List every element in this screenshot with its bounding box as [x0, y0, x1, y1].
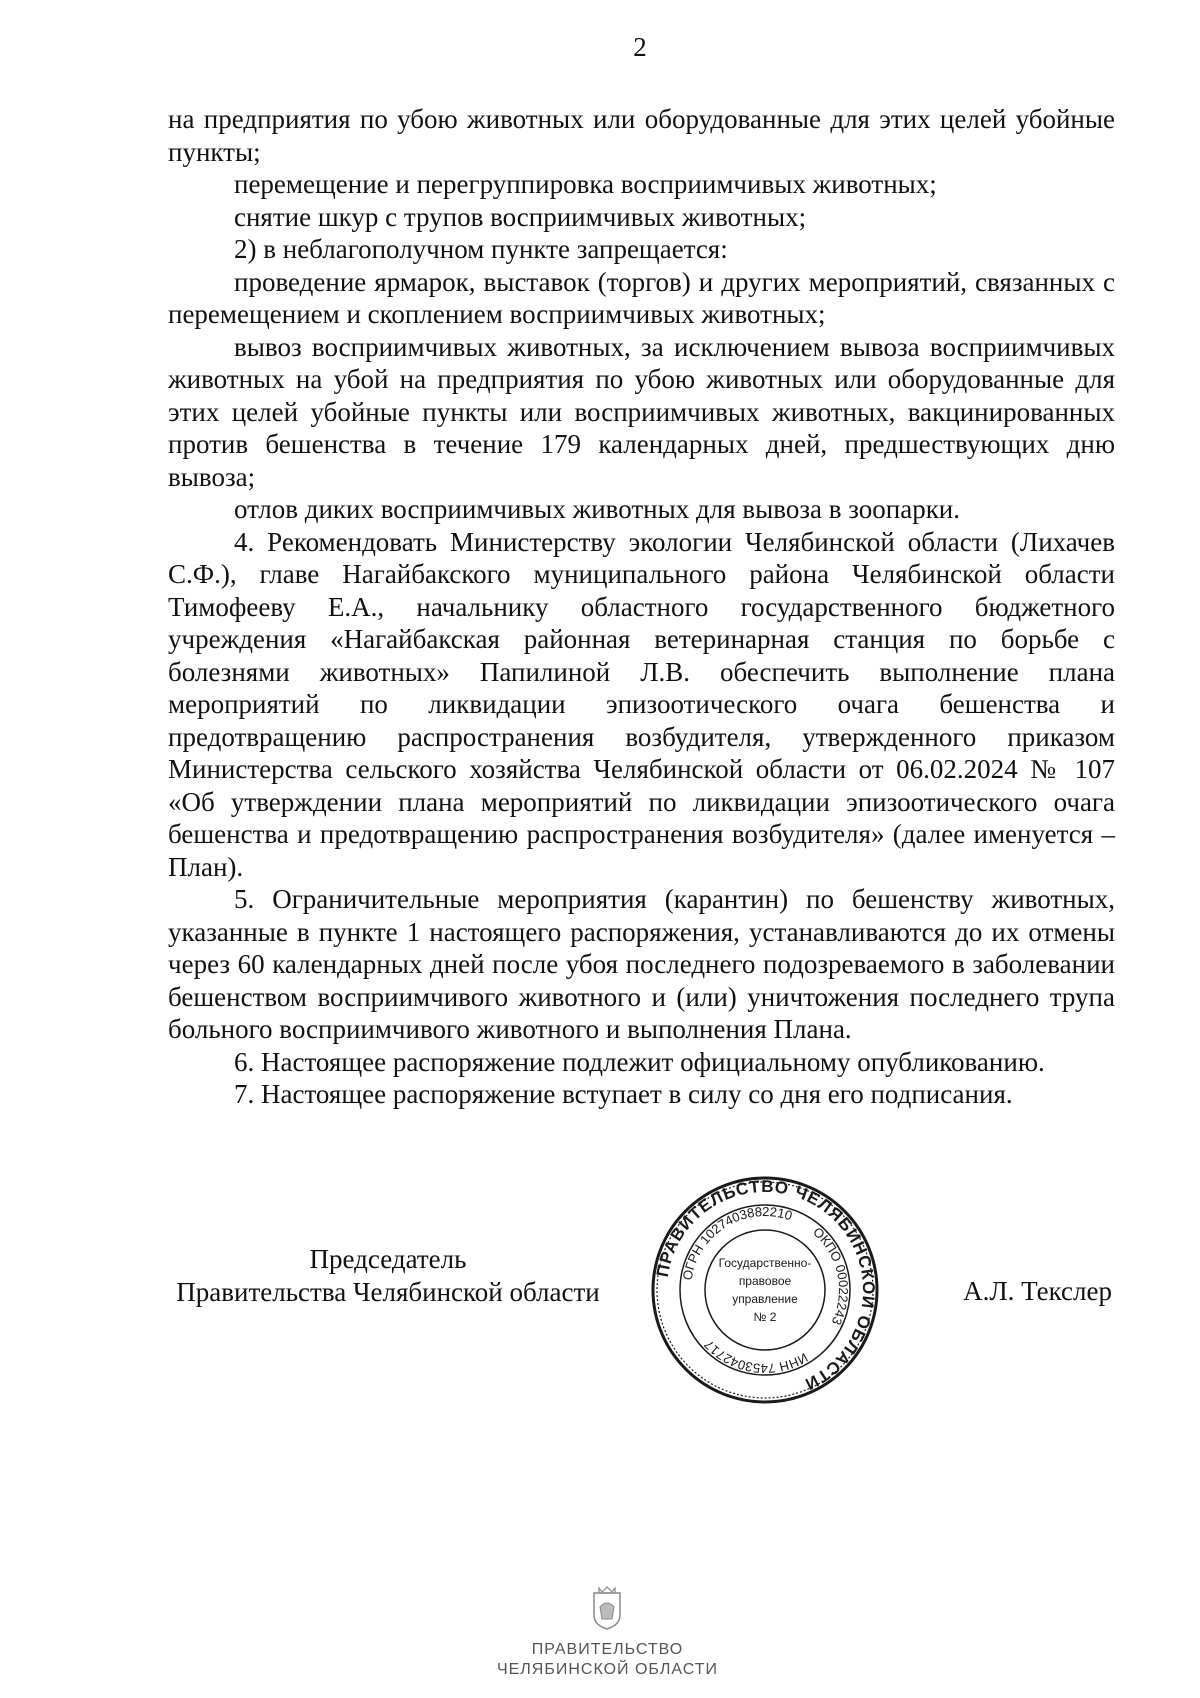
paragraph: 4. Рекомендовать Министерству экологии Челябинской области (Лихачев С.Ф.), главе Нагайбакского муниципального района Челябинской области Тимофееву Е.А., начальнику областного государственного бюджетного учреждения «Нагайбакская районная ветеринарная станция по борьбе с болезнями животных» Папилиной Л.В. обеспечить выполнение плана мероприятий по ликвидации эпизоотического очага бешенства и предотвращению распространения возбудителя, утвержденного приказом Министерства сельского хозяйства Челябинской области от 06.02.2024 № 107 «Об утверждении плана мероприятий по ликвидации эпизоотического очага бешенства и предотвращению распространения возбудителя» (далее именуется – План). [168, 526, 1115, 882]
paragraph: 2) в неблагополучном пункте запрещается: [234, 234, 728, 264]
paragraph: проведение ярмарок, выставок (торгов) и других мероприятий, связанных с перемещением и скоплением восприимчивых животных; [168, 266, 1115, 329]
paragraph: 5. Ограничительные мероприятия (карантин) по бешенству животных, указанные в пункте 1 настоящего распоряжения, устанавливаются до их отмены через 60 календарных дней после убоя последнего подозреваемого в заболевании бешенством восприимчивого животного и (или) уничтожения последнего трупа больного восприимчивого животного и выполнения Плана. [168, 884, 1115, 1044]
stamp-center-text: управление [732, 1292, 798, 1306]
official-stamp [650, 1175, 880, 1405]
document-body [168, 103, 1115, 1111]
paragraph: 7. Настоящее распоряжение вступает в силу со дня его подписания. [234, 1079, 1013, 1109]
paragraph: отлов диких восприимчивых животных для вывоза в зоопарки. [234, 494, 961, 524]
stamp-center-text: Государственно- [718, 1256, 812, 1270]
signatory-title [168, 1243, 608, 1309]
paragraph: перемещение и перегруппировка восприимчивых животных; [234, 169, 937, 199]
page-number: 2 [633, 32, 647, 62]
paragraph: вывоз восприимчивых животных, за исключением вывоза восприимчивых животных на убой на предприятия по убою животных или оборудованные для этих целей убойные пункты или восприимчивых животных, вакцинированных против бешенства в течение 179 календарных дней, предшествующих дню вывоза; [168, 331, 1115, 492]
paragraph: снятие шкур с трупов восприимчивых животных; [234, 201, 807, 232]
stamp-inner-text: ОКПО 00022243 [810, 1224, 852, 1328]
signatory-name: А.Л. Текслер [963, 1276, 1112, 1306]
stamp-center-text: правовое [738, 1274, 792, 1288]
letterhead-footer [0, 1640, 1200, 1680]
coat-of-arms-icon [590, 1585, 624, 1631]
paragraph: 6. Настоящее распоряжение подлежит официальному опубликованию. [234, 1046, 1045, 1077]
paragraph: на предприятия по убою животных или оборудованные для этих целей убойные пункты; [168, 104, 1115, 167]
stamp-center-text: № 2 [753, 1310, 777, 1324]
footer-line: ПРАВИТЕЛЬСТВО [531, 1641, 684, 1658]
signatory-title-line: Правительства Челябинской области [176, 1277, 600, 1307]
stamp-inner-text: ИНН 7453042717 [701, 1337, 811, 1377]
footer-line: ЧЕЛЯБИНСКОЙ ОБЛАСТИ [496, 1661, 719, 1678]
signatory-title-line: Председатель [309, 1244, 467, 1274]
stamp-inner-text: ОГРН 1027403882210 [679, 1203, 795, 1282]
stamp-outer-text: ПРАВИТЕЛЬСТВО ЧЕЛЯБИНСКОЙ ОБЛАСТИ [652, 1176, 879, 1394]
